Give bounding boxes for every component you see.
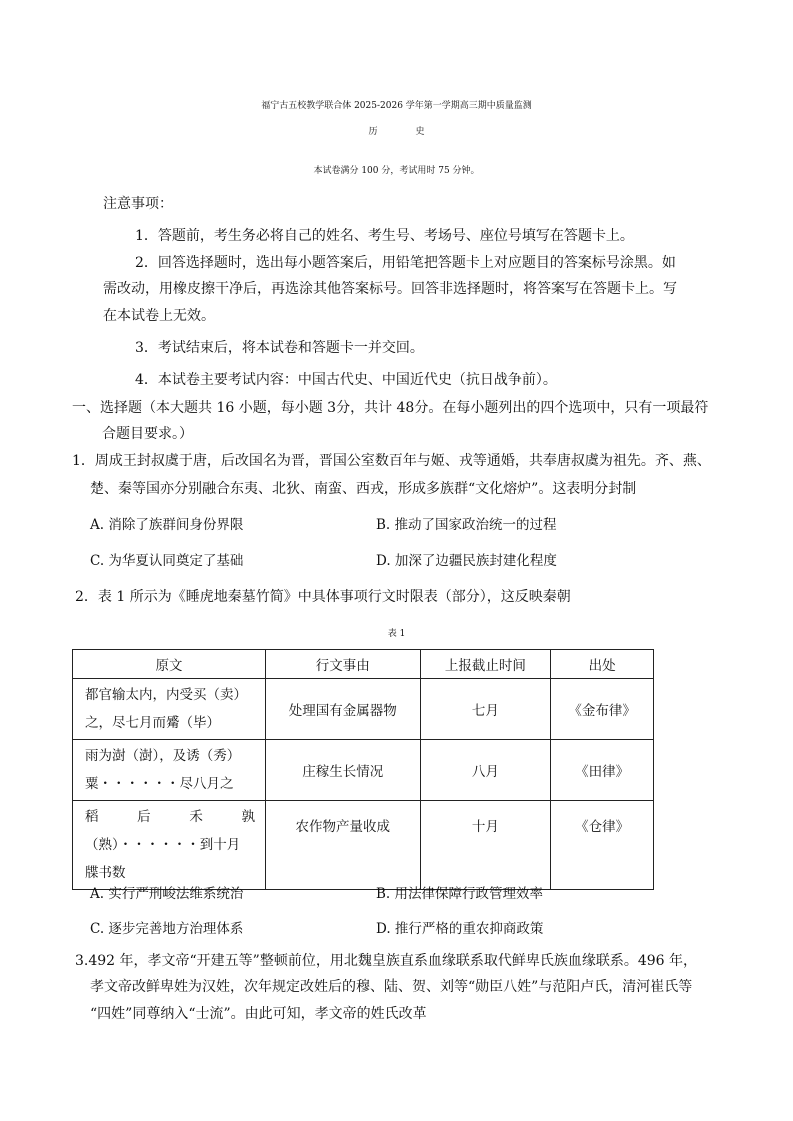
cell-text-line: 都官输太内，内受买（卖） [85, 687, 247, 703]
cell-original-text [73, 740, 266, 801]
subject-name [0, 122, 793, 142]
subject-char-left: 历 [368, 127, 378, 137]
section-1-line-1: 一、选择题（本大题共 16 小题，每小题 3分，共计 48分。在每小题列出的四个选项中，只有一项最符 [72, 400, 709, 416]
cell-word: 稻 [85, 809, 99, 825]
cell-text-line: 之，尽七月而觱（毕） [85, 715, 220, 731]
exam-title: 福宁古五校教学联合体 2025-2026 学年第一学期高三期中质量监测 [261, 101, 532, 111]
table-row [73, 801, 654, 890]
note-2-line-2: 需改动，用橡皮擦干净后，再选涂其他答案标号。回答非选择题时，将答案写在答题卡上。写 [103, 281, 677, 297]
note-2-line-3: 在本试卷上无效。 [103, 308, 215, 324]
cell-text-line: 粟・・・・・・尽八月之 [85, 776, 234, 792]
cell-word: 后 [137, 809, 151, 825]
cell-word: 孰 [241, 809, 255, 825]
table-row [73, 679, 654, 740]
q1-option-d: D. 加深了边疆民族封建化程度 [376, 553, 557, 569]
table-row [73, 740, 654, 801]
note-4: 4．本试卷主要考试内容：中国古代史、中国近代史（抗日战争前）。 [135, 372, 557, 388]
header-source: 出处 [551, 650, 654, 679]
header-original-text: 原文 [73, 650, 266, 679]
notes-heading: 注意事项： [103, 196, 173, 212]
question-3-line-1: 3.492 年，孝文帝“开建五等”整顿前位，用北魏皇族直系血缘联系取代鲜卑氏族血缘联系。496 年， [75, 953, 698, 969]
q2-option-c: C. 逐步完善地方治理体系 [90, 921, 244, 937]
q1-option-c: C. 为华夏认同奠定了基础 [90, 553, 244, 569]
table-header-row [73, 650, 654, 679]
question-3-line-2: 孝文帝改鲜卑姓为汉姓，次年规定改姓后的穆、陆、贺、刘等“勋臣八姓”与范阳卢氏，清河崔氏等 [90, 979, 693, 995]
cell-text-line-justified [85, 803, 255, 831]
subject-char-right: 史 [415, 127, 425, 137]
cell-deadline: 七月 [420, 679, 551, 740]
cell-reason: 农作物产量收成 [265, 801, 420, 890]
q2-option-b: B. 用法律保障行政管理效率 [376, 886, 544, 902]
cell-text-line: 牒书数 [85, 865, 126, 881]
cell-source: 《仓律》 [551, 801, 654, 890]
table-caption: 表 1 [387, 629, 406, 639]
cell-original-text [73, 679, 266, 740]
header-deadline: 上报截止时间 [420, 650, 551, 679]
cell-reason: 处理国有金属器物 [265, 679, 420, 740]
q2-option-a: A. 实行严刑峻法维系统治 [90, 886, 244, 902]
cell-deadline: 十月 [420, 801, 551, 890]
q1-option-b: B. 推动了国家政治统一的过程 [376, 517, 557, 533]
deadline-table [72, 649, 654, 890]
cell-source: 《金布律》 [551, 679, 654, 740]
cell-deadline: 八月 [420, 740, 551, 801]
question-3-line-3: “四姓”同尊纳入“士流”。由此可知，孝文帝的姓氏改革 [90, 1006, 427, 1022]
question-1-line-2: 楚、秦等国亦分别融合东夷、北狄、南蛮、西戎，形成多族群“文化熔炉”。这表明分封制 [90, 481, 637, 497]
header-reason: 行文事由 [265, 650, 420, 679]
cell-original-text [73, 801, 266, 890]
cell-word: 禾 [189, 809, 203, 825]
cell-text-line: 雨为澍（澍），及诱（秀） [85, 748, 241, 764]
section-1-line-2: 合题目要求。） [102, 426, 193, 442]
note-2-line-1: 2．回答选择题时，选出每小题答案后，用铅笔把答题卡上对应题目的答案标号涂黑。如 [135, 255, 676, 271]
note-3: 3．考试结束后，将本试卷和答题卡一并交回。 [135, 340, 424, 356]
cell-source: 《田律》 [551, 740, 654, 801]
exam-info: 本试卷满分 100 分，考试用时 75 分钟。 [313, 166, 480, 176]
note-1: 1．答题前，考生务必将自己的姓名、考生号、考场号、座位号填写在答题卡上。 [135, 228, 634, 244]
q1-option-a: A. 消除了族群间身份界限 [90, 517, 244, 533]
cell-reason: 庄稼生长情况 [265, 740, 420, 801]
question-1-line-1: 1．周成王封叔虞于唐，后改国名为晋，晋国公室数百年与姬、戎等通婚，共奉唐叔虞为祖先。齐、燕、 [72, 453, 711, 469]
cell-text-line: （熟）・・・・・・到十月 [85, 837, 241, 853]
q2-option-d: D. 推行严格的重农抑商政策 [376, 921, 544, 937]
question-2-stem: 2．表 1 所示为《睡虎地秦墓竹简》中具体事项行文时限表（部分），这反映秦朝 [75, 589, 571, 605]
